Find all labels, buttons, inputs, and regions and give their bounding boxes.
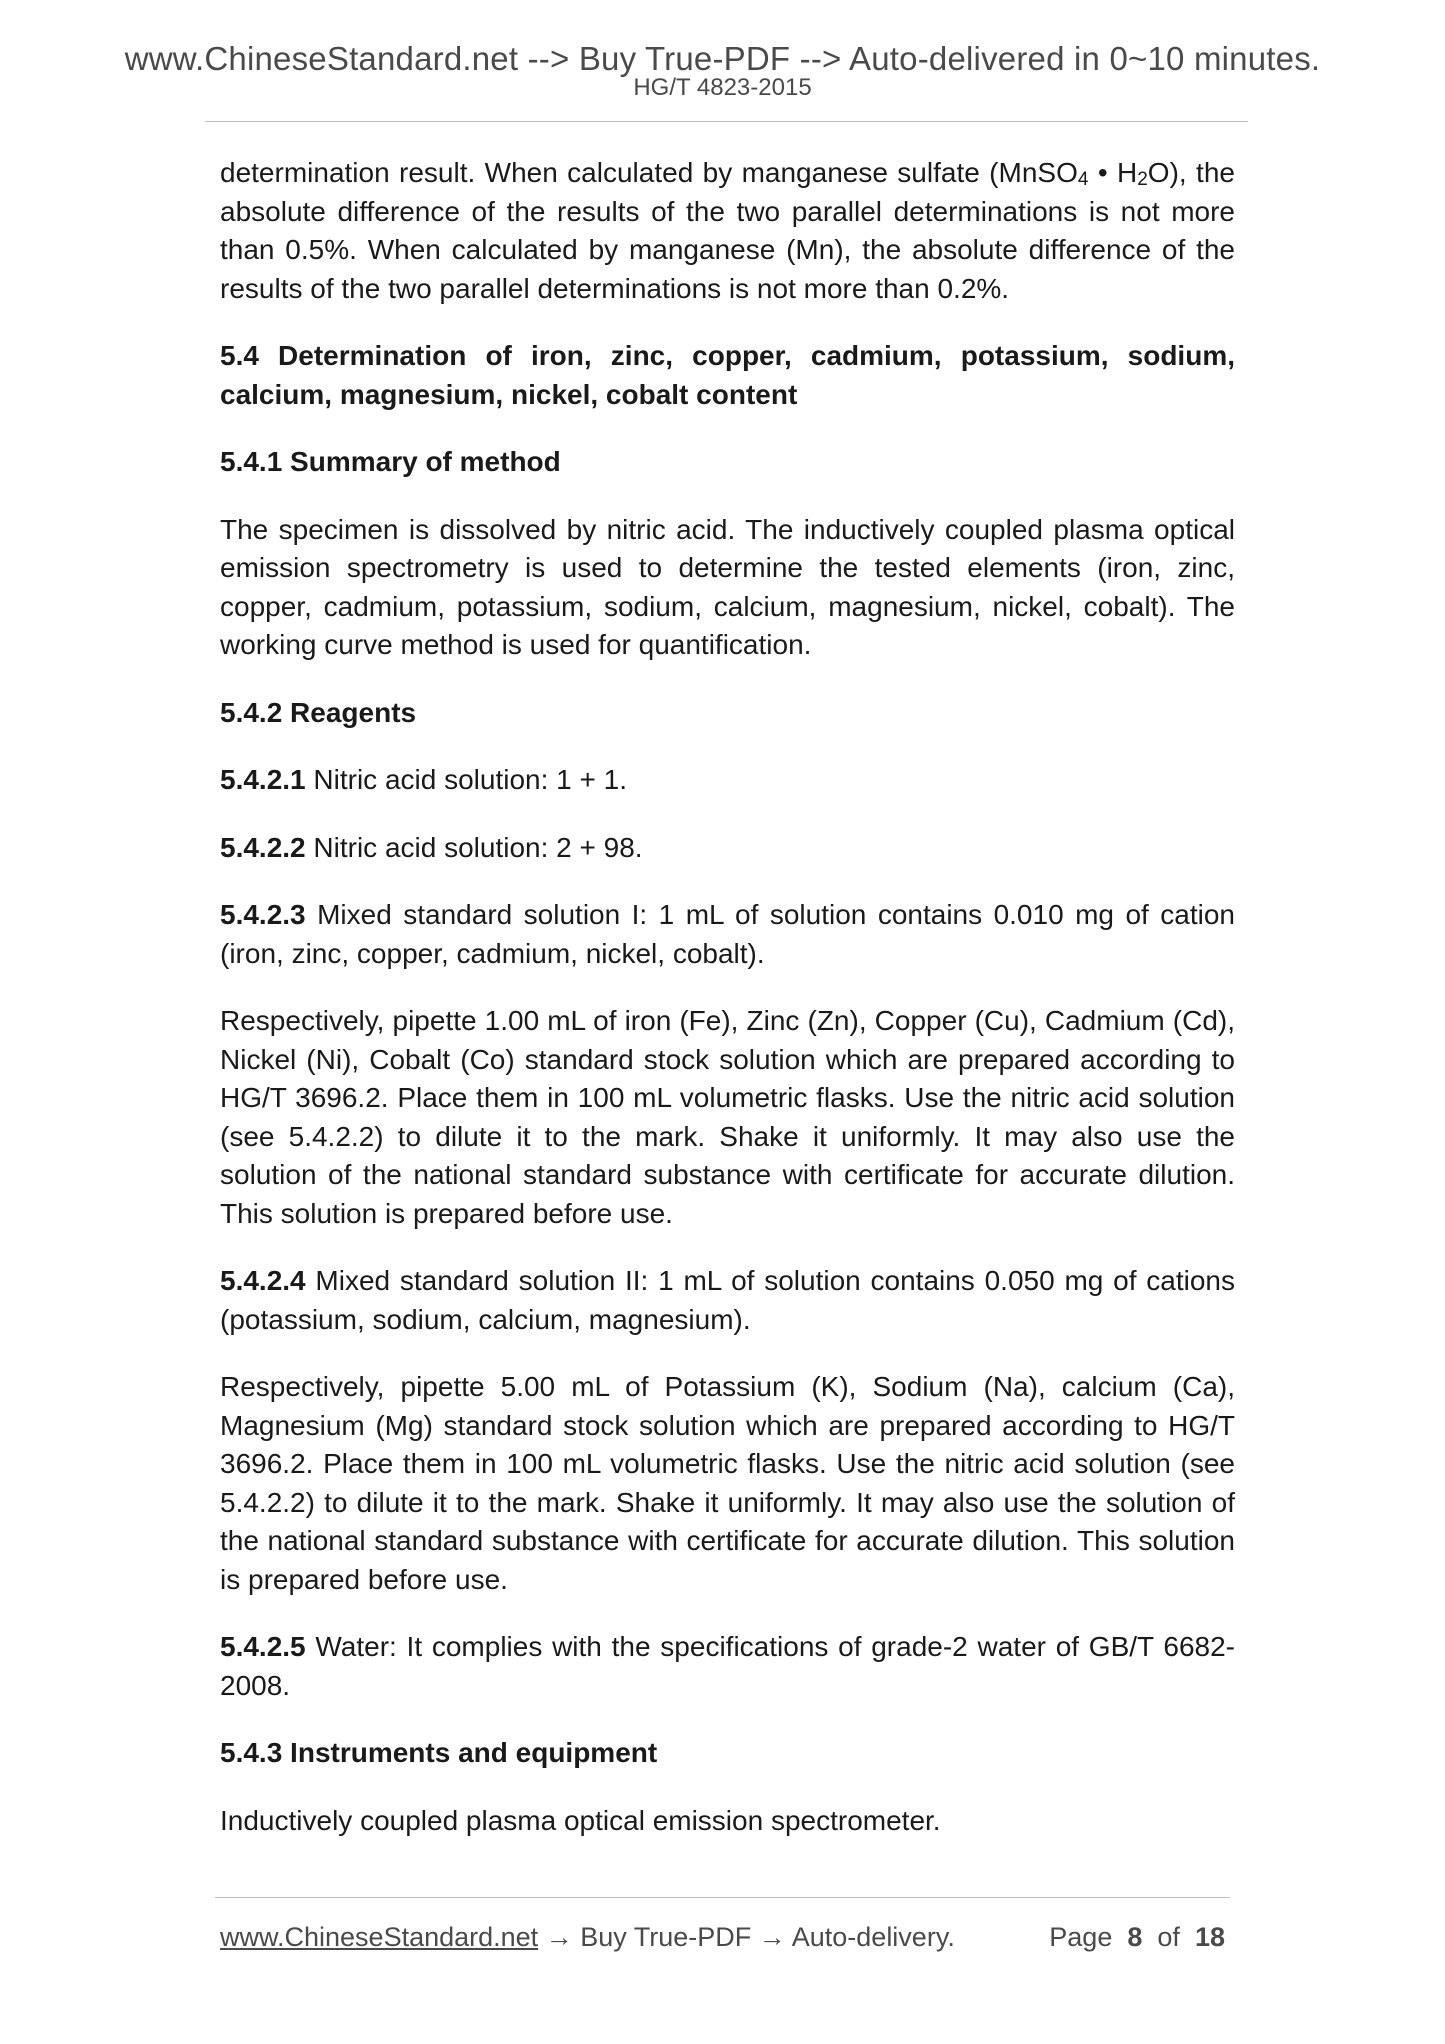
paragraph-solution-i-preparation: Respectively, pipette 1.00 mL of iron (Fe), Zinc (Zn), Copper (Cu), Cadmium (Cd), Nickel (Ni), Cobalt (Co) standard stock solution which are prepared according to HG/T 3696.2. Place them in 100 mL volumetric flasks. Use the nitric acid solution (see 5.4.2.2) to dilute it to the mark. Shake it uniformly. It may also use the solution of the national standard substance with certificate for accurate dilution. This solution is prepared before use. — [220, 1005, 1235, 1229]
paragraph-solution-ii-preparation: Respectively, pipette 5.00 mL of Potassium (K), Sodium (Na), calcium (Ca), Magnesium (Mg) standard stock solution which are prepared according to HG/T 3696.2. Place them in 100 mL volumetric flasks. Use the nitric acid solution (see 5.4.2.2) to dilute it to the mark. Shake it uniformly. It may also use the solution of the national standard substance with certificate for accurate dilution. This solution is prepared before use. — [220, 1371, 1235, 1595]
footer-tagline: → Buy True-PDF → Auto-delivery. — [538, 1922, 955, 1952]
top-banner: www.ChineseStandard.net --> Buy True-PDF --> Auto-delivered in 0~10 minutes. — [124, 40, 1321, 77]
reagent-item-5-4-2-1: 5.4.2.1 Nitric acid solution: 1 + 1. — [220, 764, 628, 795]
paragraph-instrument: Inductively coupled plasma optical emission spectrometer. — [220, 1804, 941, 1836]
footer-website-link[interactable]: www.ChineseStandard.net — [220, 1922, 539, 1952]
header-divider — [205, 121, 1248, 122]
reagent-item-5-4-2-3: 5.4.2.3 Mixed standard solution I: 1 mL of solution contains 0.010 mg of cation (iron, zinc, copper, cadmium, nickel, cobalt). — [220, 899, 1235, 969]
page-number: Page 8 of 18 — [1049, 1922, 1225, 1952]
reagent-item-5-4-2-2: 5.4.2.2 Nitric acid solution: 2 + 98. — [220, 831, 643, 863]
document-code: HG/T 4823-2015 — [633, 74, 812, 101]
document-body — [220, 154, 1235, 1869]
section-heading-5-4-2: 5.4.2 Reagents — [220, 696, 417, 728]
section-heading-5-4: 5.4 Determination of iron, zinc, copper, cadmium, potassium, sodium, calcium, magnesium, nickel, cobalt content — [220, 340, 1235, 410]
section-heading-5-4-3: 5.4.3 Instruments and equipment — [220, 1737, 658, 1768]
current-page: 8 — [1127, 1922, 1143, 1952]
paragraph-determination-result: determination result. When calculated by manganese sulfate (MnSO$_4$ • $H_2O$), the absolute difference of the results of the two parallel determinations is not more than 0.5%. When calculated by manganese (Mn), the absolute difference of the results of the two parallel determinations is not more than 0.2%. — [220, 157, 1235, 304]
total-pages: 18 — [1194, 1922, 1225, 1952]
footer-divider — [215, 1897, 1230, 1898]
footer-left — [220, 1920, 955, 1954]
reagent-item-5-4-2-4: 5.4.2.4 Mixed standard solution II: 1 mL of solution contains 0.050 mg of cations (potassium, sodium, calcium, magnesium). — [220, 1265, 1235, 1335]
reagent-item-5-4-2-5: 5.4.2.5 Water: It complies with the specifications of grade-2 water of GB/T 6682-2008. — [220, 1631, 1235, 1701]
section-heading-5-4-1: 5.4.1 Summary of method — [220, 446, 561, 477]
paragraph-summary: The specimen is dissolved by nitric acid. The inductively coupled plasma optical emission spectrometry is used to determine the tested elements (iron, zinc, copper, cadmium, potassium, sodium, calcium, magnesium, nickel, cobalt). The working curve method is used for quantification. — [220, 513, 1235, 660]
